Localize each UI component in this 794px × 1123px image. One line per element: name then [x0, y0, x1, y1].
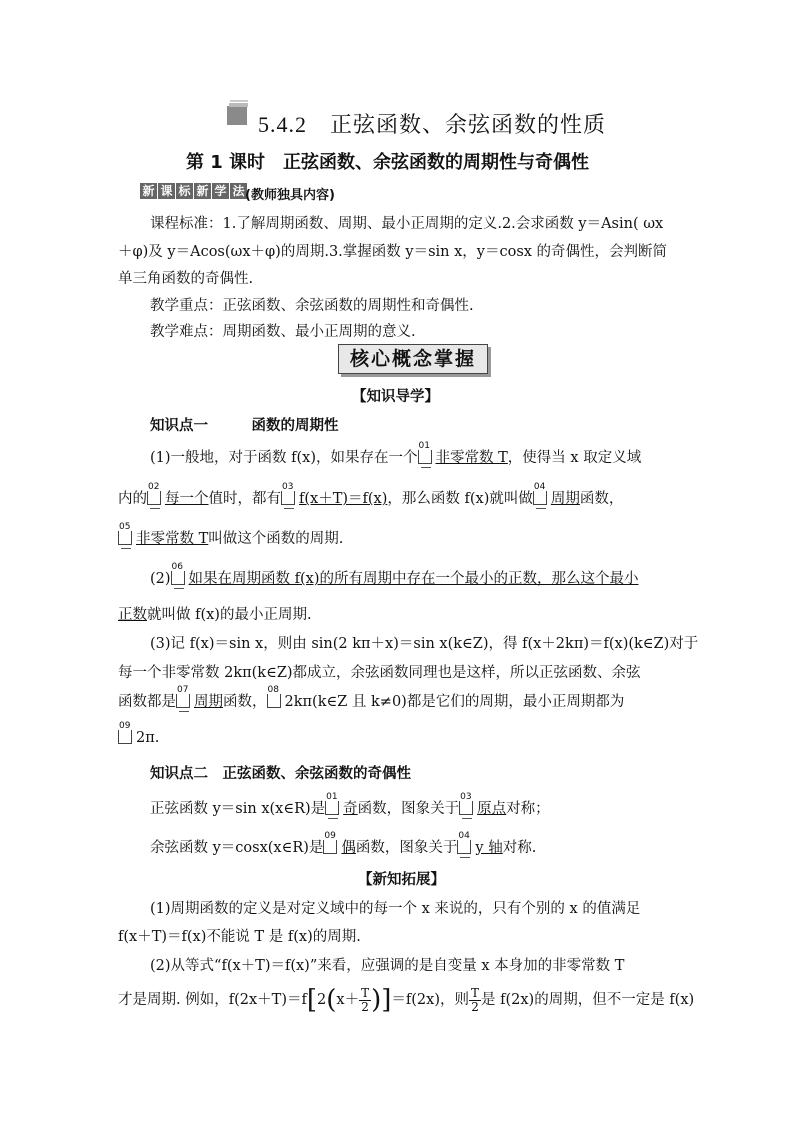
new-standard-banner: 新 课 标 新 学 法	[140, 183, 247, 199]
kp2-cosine-line: 余弦函数 y＝cosx(x∈R)是 09 偶函数，图象关于 04 y 轴对称.	[150, 831, 537, 856]
standard-line-3: 单三角函数的奇偶性.	[118, 271, 254, 287]
answer-marker: 04	[457, 838, 473, 856]
kp2-title: 知识点二 正弦函数、余弦函数的奇偶性	[150, 766, 411, 782]
kp1-line-4: (2) 06 如果在周期函数 f(x)的所有周期中存在一个最小的正数，那么这个最小	[150, 562, 639, 587]
fraction-t-over-2: $\frac{T}{2}$	[471, 985, 480, 1014]
answer-marker: 09	[323, 838, 339, 856]
expand-line-2: f(x＋T)＝f(x)不能说 T 是 f(x)的周期.	[118, 929, 361, 945]
answer-marker: 08	[267, 692, 283, 710]
key-point: 教学重点：正弦函数、余弦函数的周期性和奇偶性.	[150, 298, 474, 314]
difficulty: 教学难点：周期函数、最小正周期的意义.	[150, 324, 416, 340]
core-concept-heading: 核心概念掌握	[338, 344, 488, 374]
answer-marker: 03	[459, 799, 475, 817]
answer-marker: 05	[118, 529, 134, 547]
answer-marker: 04	[533, 489, 549, 507]
section-title: 5.4.2 正弦函数、余弦函数的性质	[258, 112, 607, 137]
kp1-line-3: 05 非零常数 T叫做这个函数的周期.	[119, 522, 344, 547]
answer-marker: 01	[418, 448, 434, 466]
kp1-line-2: 内的 02 每一个值时，都有 03 f(x＋T)＝f(x)，那么函数 f(x)就叫做 04 周期函数，	[118, 482, 624, 507]
kp1-line-6: (3)记 f(x)＝sin x，则由 sin(2 kπ＋x)＝sin x(k∈Z)，得 f(x＋2kπ)＝f(x)(k∈Z)对于	[150, 636, 699, 652]
answer-marker: 07	[176, 692, 192, 710]
book-icon	[226, 100, 250, 126]
teacher-note: (教师独具内容)	[245, 188, 335, 203]
expand-line-4: 才是周期. 例如，f(2x＋T)＝f[2(x＋ $\frac{T}{2}$ )]＝f(2x)，则 $\frac{T}{2}$ 是 f(2x)的周期，但不一定是 f(x)	[118, 985, 695, 1015]
standard-line-2: ＋φ)及 y＝Acos(ωx＋φ)的周期.3.掌握函数 y＝sin x，y＝cosx 的奇偶性，会判断简	[118, 244, 668, 260]
kp1-line-5: 正数就叫做 f(x)的最小正周期.	[118, 607, 312, 623]
kp2-sine-line: 正弦函数 y＝sin x(x∈R)是 01 奇函数，图象关于 03 原点对称；	[150, 792, 550, 817]
kp1-line-8: 函数都是 07 周期函数， 08 2kπ(k∈Z 且 k≠0)都是它们的周期，最小正周期都为	[118, 685, 625, 710]
expand-line-1: (1)周期函数的定义是对定义域中的每一个 x 来说的，只有个别的 x 的值满足	[150, 901, 641, 917]
expand-heading: 【新知拓展】	[358, 872, 445, 888]
answer-marker: 09	[118, 728, 134, 746]
answer-marker: 01	[325, 799, 341, 817]
lesson-title: 第 1 课时 正弦函数、余弦函数的周期性与奇偶性	[186, 152, 590, 173]
fraction-t-over-2: $\frac{T}{2}$	[361, 985, 370, 1014]
answer-marker: 03	[281, 489, 297, 507]
expand-line-3: (2)从等式“f(x＋T)＝f(x)”来看，应强调的是自变量 x 本身加的非零常数 T	[150, 958, 625, 974]
kp1-line-7: 每一个非零常数 2kπ(k∈Z)都成立，余弦函数同理也是这样，所以正弦函数、余弦	[118, 665, 641, 681]
kp1-line-1: (1)一般地，对于函数 f(x)，如果存在一个 01 非零常数 T，使得当 x 取定义域	[150, 441, 642, 466]
answer-marker: 06	[171, 569, 187, 587]
kp1-line-9: 09 2π.	[119, 721, 160, 746]
kp1-title: 知识点一 函数的周期性	[150, 418, 339, 434]
standard-line-1: 课程标准：1.了解周期函数、周期、最小正周期的定义.2.会求函数 y＝Asin( ωx	[150, 216, 664, 232]
answer-marker: 02	[147, 489, 163, 507]
guide-heading: 【知识导学】	[352, 389, 439, 405]
